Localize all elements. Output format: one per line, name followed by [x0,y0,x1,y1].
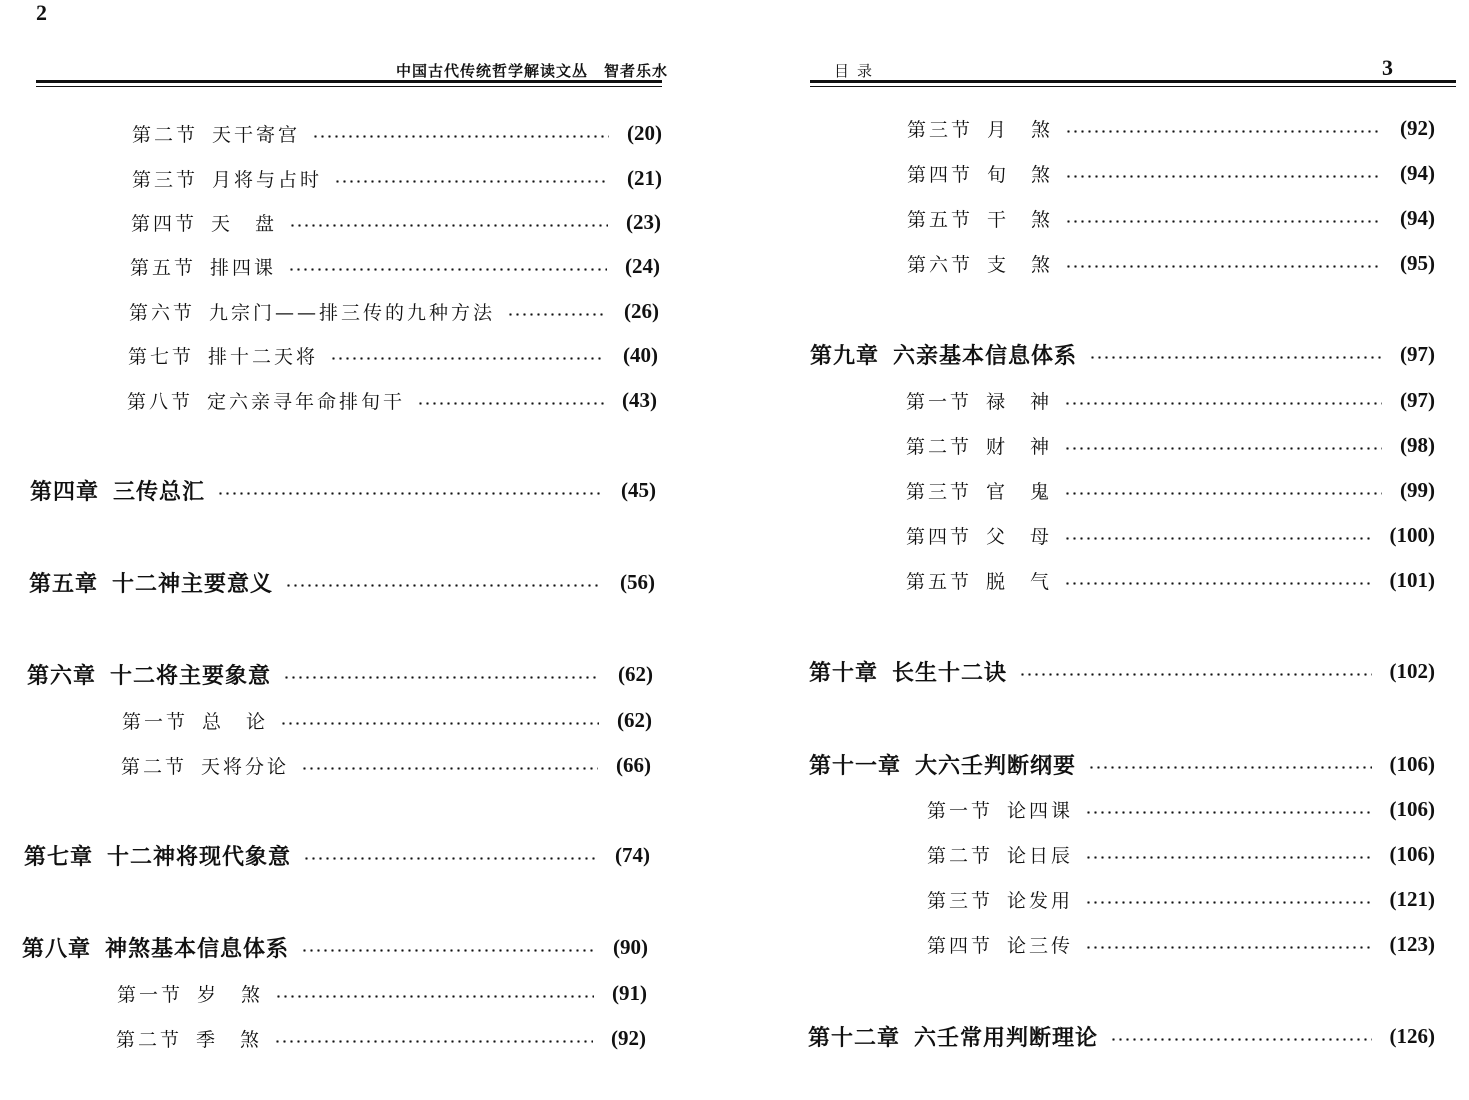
section-number: 第一节 [906,390,973,413]
dot-leader [312,135,609,138]
dot-leader [1064,582,1371,585]
dot-leader [280,722,599,725]
entry-title: 月 煞 [987,118,1054,141]
toc-entry[interactable] [117,976,647,1010]
page-ref: (40) [623,342,658,367]
page-ref: (92) [1400,115,1435,140]
entry-title: 论发用 [1007,889,1074,912]
page-ref: (106) [1389,841,1435,866]
entry-title: 天将分论 [201,755,290,778]
entry-title: 九宗门——排三传的九种方法 [209,301,496,324]
toc-chapter[interactable] [24,838,650,872]
page-ref: (20) [627,120,662,145]
toc-chapter[interactable] [27,657,653,691]
section-number: 第四节 [906,525,973,548]
page-ref: (94) [1400,160,1435,185]
section-number: 第二节 [132,123,199,146]
chapter-number: 第十二章 [808,1024,901,1051]
toc-chapter[interactable] [22,930,648,964]
dot-leader [301,949,595,952]
chapter-number: 第十章 [809,659,879,686]
left-page [0,0,700,1100]
page-number: 2 [36,0,47,25]
section-number: 第六节 [907,253,974,276]
page-ref: (24) [625,253,660,278]
entry-title: 排四课 [210,256,277,279]
dot-leader [330,357,605,360]
page-ref: (91) [612,980,647,1005]
chapter-number: 第七章 [24,843,94,870]
toc-entry[interactable] [927,927,1435,961]
section-number: 第一节 [117,983,184,1006]
entry-title: 支 煞 [987,253,1054,276]
header-rule [810,80,1456,87]
entry-title: 论三传 [1007,934,1074,957]
toc-chapter[interactable] [809,747,1435,781]
entry-title: 旬 煞 [987,163,1054,186]
entry-title: 脱 气 [986,570,1053,593]
page-ref: (26) [624,298,659,323]
entry-title: 官 鬼 [986,480,1053,503]
section-number: 第五节 [130,256,197,279]
section-number: 第五节 [907,208,974,231]
page-ref: (94) [1400,205,1435,230]
dot-leader [334,180,609,183]
section-number: 第三节 [927,889,994,912]
section-number: 第三节 [906,480,973,503]
entry-title: 大六壬判断纲要 [915,752,1077,779]
entry-title: 三传总汇 [113,478,206,505]
entry-title: 六亲基本信息体系 [893,342,1078,369]
toc-entry[interactable] [906,563,1435,597]
page-ref: (126) [1389,1023,1435,1048]
page-number: 3 [1382,55,1393,80]
toc-entry[interactable] [907,201,1435,235]
section-number: 第三节 [907,118,974,141]
entry-title: 总 论 [202,710,269,733]
dot-leader [303,857,597,860]
dot-leader [1065,130,1382,133]
toc-entry[interactable] [127,383,657,417]
dot-leader [1085,811,1371,814]
page-ref: (106) [1389,751,1435,776]
entry-title: 天 盘 [211,212,278,235]
entry-title: 父 母 [986,525,1053,548]
toc-entry[interactable] [906,473,1435,507]
page-ref: (102) [1389,658,1435,683]
page-ref: (43) [622,387,657,412]
section-number: 第四节 [927,934,994,957]
dot-leader [1065,220,1382,223]
entry-title: 财 神 [986,435,1053,458]
entry-title: 月将与占时 [212,168,323,191]
page-ref: (123) [1389,931,1435,956]
page-ref: (97) [1400,387,1435,412]
page-ref: (62) [618,661,653,686]
page-ref: (99) [1400,477,1435,502]
page-ref: (90) [613,934,648,959]
toc-chapter[interactable] [810,337,1435,371]
dot-leader [1019,673,1371,676]
page-ref: (45) [621,477,656,502]
section-number: 第八节 [127,390,194,413]
entry-title: 十二神将现代象意 [107,843,292,870]
entry-title: 干 煞 [987,208,1054,231]
toc-entry[interactable] [906,428,1435,462]
dot-leader [1064,402,1382,405]
page-ref: (97) [1400,341,1435,366]
toc-entry[interactable] [927,837,1435,871]
toc-entry[interactable] [129,294,659,328]
chapter-number: 第十一章 [809,752,902,779]
toc-entry[interactable] [906,383,1435,417]
chapter-number: 第六章 [27,662,97,689]
dot-leader [1065,175,1382,178]
toc-entry[interactable] [907,156,1435,190]
toc-entry[interactable] [128,338,658,372]
dot-leader [1089,356,1382,359]
entry-title: 季 煞 [196,1028,263,1051]
chapter-number: 第九章 [810,342,880,369]
page-ref: (62) [617,707,652,732]
entry-title: 排十二天将 [208,345,319,368]
page-ref: (95) [1400,250,1435,275]
running-header-title: 中国古代传统哲学解读文丛 智者乐水 [395,62,668,80]
entry-title: 天干寄宫 [212,123,301,146]
toc-entry[interactable] [927,882,1435,916]
entry-title: 十二将主要象意 [110,662,272,689]
dot-leader [274,1040,593,1043]
dot-leader [1085,946,1371,949]
section-number: 第四节 [907,163,974,186]
section-number: 第六节 [129,301,196,324]
dot-leader [417,402,604,405]
page-ref: (92) [611,1025,646,1050]
page-ref: (106) [1389,796,1435,821]
toc-entry[interactable] [907,246,1435,280]
right-page [790,0,1469,1100]
page-ref: (21) [627,165,662,190]
toc-entry[interactable] [122,703,652,737]
entry-title: 长生十二诀 [892,659,1008,686]
dot-leader [1085,901,1371,904]
entry-title: 论四课 [1007,799,1074,822]
entry-title: 岁 煞 [197,983,264,1006]
entry-title: 禄 神 [986,390,1053,413]
dot-leader [1064,537,1371,540]
page-ref: (56) [620,569,655,594]
toc-chapter[interactable] [809,654,1435,688]
entry-title: 六壬常用判断理论 [914,1024,1099,1051]
dot-leader [1088,766,1371,769]
toc-chapter[interactable] [30,473,656,507]
section-number: 第二节 [906,435,973,458]
dot-leader [1064,492,1382,495]
toc-entry[interactable] [907,111,1435,145]
dot-leader [288,268,607,271]
dot-leader [301,767,598,770]
section-number: 第五节 [906,570,973,593]
section-number: 第一节 [927,799,994,822]
toc-entry[interactable] [130,249,660,283]
page-ref: (121) [1389,886,1435,911]
section-number: 第二节 [927,844,994,867]
page-ref: (101) [1389,567,1435,592]
toc-entry[interactable] [132,116,662,150]
toc-entry[interactable] [927,792,1435,826]
section-number: 第七节 [128,345,195,368]
page-ref: (74) [615,842,650,867]
toc-entry[interactable] [131,205,661,239]
entry-title: 十二神主要意义 [112,570,274,597]
page-ref: (66) [616,752,651,777]
dot-leader [1110,1038,1371,1041]
dot-leader [1064,447,1382,450]
dot-leader [217,492,603,495]
header-rule [36,80,662,87]
page-ref: (23) [626,209,661,234]
section-number: 第一节 [122,710,189,733]
chapter-number: 第八章 [22,935,92,962]
section-number: 第三节 [132,168,199,191]
section-number: 第二节 [121,755,188,778]
chapter-number: 第五章 [29,570,99,597]
dot-leader [1065,265,1382,268]
dot-leader [507,313,606,316]
entry-title: 定六亲寻年命排旬干 [207,390,406,413]
running-header-title: 目录 [834,62,881,80]
toc-entry[interactable] [121,748,651,782]
page-ref: (100) [1389,522,1435,547]
toc-chapter[interactable] [808,1019,1435,1053]
section-number: 第四节 [131,212,198,235]
toc-entry[interactable] [906,518,1435,552]
page-ref: (98) [1400,432,1435,457]
toc-entry[interactable] [116,1021,646,1055]
section-number: 第二节 [116,1028,183,1051]
toc-entry[interactable] [132,161,662,195]
dot-leader [289,224,608,227]
chapter-number: 第四章 [30,478,100,505]
dot-leader [283,676,600,679]
entry-title: 神煞基本信息体系 [105,935,290,962]
dot-leader [1085,856,1371,859]
entry-title: 论日辰 [1007,844,1074,867]
toc-chapter[interactable] [29,565,655,599]
dot-leader [285,584,602,587]
dot-leader [275,995,594,998]
